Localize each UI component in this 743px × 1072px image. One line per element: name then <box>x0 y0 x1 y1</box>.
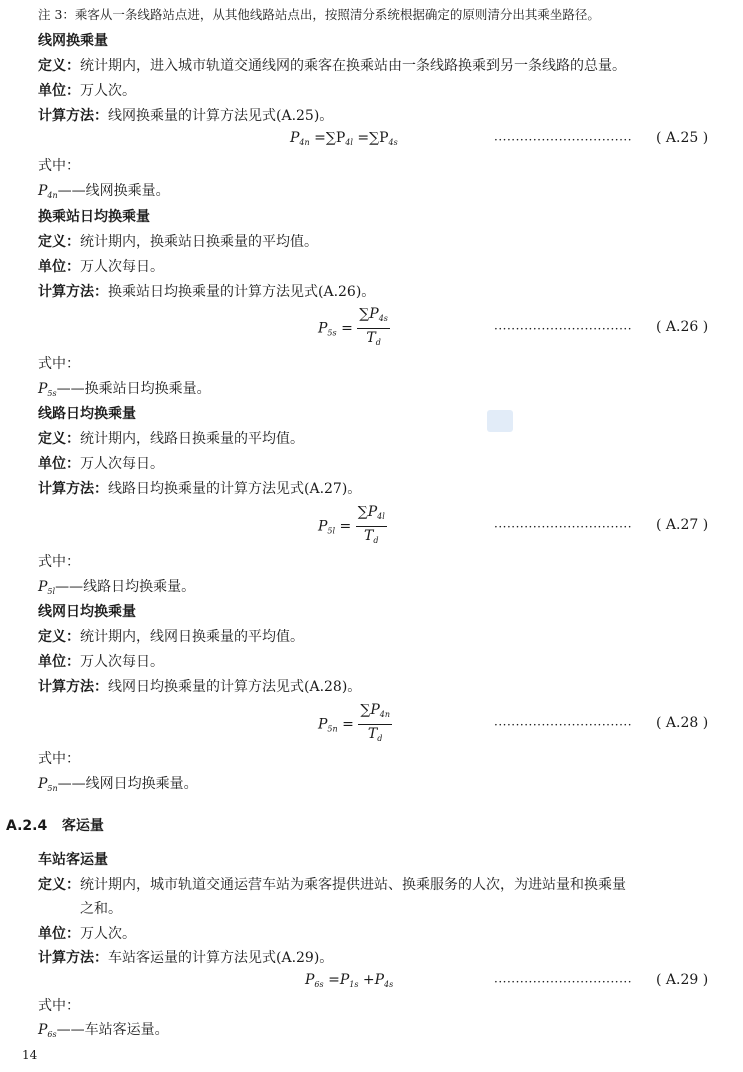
variable-definition: $P_{6s}——$车站客运量。 <box>38 1022 169 1039</box>
definition-line: 定义：统计期内，城市轨道交通运营车站为乘客提供进站、换乘服务的人次，为进站量和换乘量 <box>38 877 626 893</box>
where-label: 式中： <box>38 751 80 767</box>
equation-number: ( A.29 ) <box>656 972 709 988</box>
where-label: 式中： <box>38 158 80 174</box>
definition-text: 统计期内，进入城市轨道交通线网的乘客在换乘站由一条线路换乘到另一条线路的总量。 <box>80 58 626 74</box>
heading-station-daily-transfer: 换乘站日均换乘量 <box>38 209 150 225</box>
equation-number: ( A.27 ) <box>656 517 709 533</box>
unit-line: 单位：万人次每日。 <box>38 259 164 275</box>
unit-label: 单位： <box>38 83 80 99</box>
section-heading-a24: A.2.4 客运量 <box>6 818 104 834</box>
formula-a28: $P_{5n}$ = $\frac{\sum P_{4n}}{T_d}$ <box>318 702 390 743</box>
definition-label: 定义： <box>38 58 80 74</box>
leader-dots: ································ <box>494 718 633 732</box>
variable-definition: $P_{5n}——$线网日均换乘量。 <box>38 776 198 793</box>
calc-label: 计算方法： <box>38 108 108 124</box>
leader-dots: ································ <box>494 520 633 534</box>
page-number: 14 <box>22 1048 38 1062</box>
variable-definition: $P_{5l}——$线路日均换乘量。 <box>38 579 196 596</box>
definition-continuation: 之和。 <box>80 901 122 917</box>
definition-line: 定义：统计期内，线路日换乘量的平均值。 <box>38 431 304 447</box>
variable-definition: $P_{5s}——$换乘站日均换乘量。 <box>38 381 211 398</box>
where-label: 式中： <box>38 998 80 1014</box>
formula-a26: $P_{5s}$ = $\frac{\sum P_{4s}}{T_d}$ <box>318 306 388 347</box>
note-3: 注 3：乘客从一条线路站点进，从其他线路站点出，按照清分系统根据确定的原则清分出其乘坐路径。 <box>38 7 600 22</box>
equation-number: ( A.25 ) <box>656 130 709 146</box>
equation-number: ( A.28 ) <box>656 715 709 731</box>
calc-line: 计算方法：线网日均换乘量的计算方法见式(A.28)。 <box>38 679 362 695</box>
formula-a29: $P_{6s} =P_{1s} +P_{4s}$ <box>305 972 394 989</box>
unit-line: 单位：万人次每日。 <box>38 456 164 472</box>
definition-line: 定义：统计期内，换乘站日换乘量的平均值。 <box>38 234 318 250</box>
watermark-logo <box>487 410 513 432</box>
heading-network-daily-transfer: 线网日均换乘量 <box>38 604 136 620</box>
where-label: 式中： <box>38 356 80 372</box>
leader-dots: ································ <box>494 975 633 989</box>
variable-definition: $P_{4n}——$线网换乘量。 <box>38 183 170 200</box>
unit-line <box>38 82 136 100</box>
formula-a25: $P_{4n} =\sum P_{4l} =\sum P_{4s}$ <box>290 130 398 147</box>
calc-text: 线网换乘量的计算方法见式(A.25)。 <box>108 108 334 124</box>
where-label: 式中： <box>38 554 80 570</box>
heading-station-ridership: 车站客运量 <box>38 852 108 868</box>
unit-line: 单位：万人次。 <box>38 926 136 942</box>
calc-line: 计算方法：车站客运量的计算方法见式(A.29)。 <box>38 950 334 966</box>
calc-line <box>38 107 333 125</box>
unit-line: 单位：万人次每日。 <box>38 654 164 670</box>
calc-line: 计算方法：换乘站日均换乘量的计算方法见式(A.26)。 <box>38 284 376 300</box>
heading-line-daily-transfer: 线路日均换乘量 <box>38 406 136 422</box>
equation-number: ( A.26 ) <box>656 319 709 335</box>
definition-line <box>38 57 626 75</box>
formula-a27: $P_{5l}$ = $\frac{\sum P_{4l}}{T_d}$ <box>318 504 385 545</box>
unit-text: 万人次。 <box>80 83 136 99</box>
leader-dots: ································ <box>494 133 633 147</box>
heading-network-transfer: 线网换乘量 <box>38 33 108 49</box>
calc-line: 计算方法：线路日均换乘量的计算方法见式(A.27)。 <box>38 481 362 497</box>
leader-dots: ································ <box>494 322 633 336</box>
definition-line: 定义：统计期内，线网日换乘量的平均值。 <box>38 629 304 645</box>
